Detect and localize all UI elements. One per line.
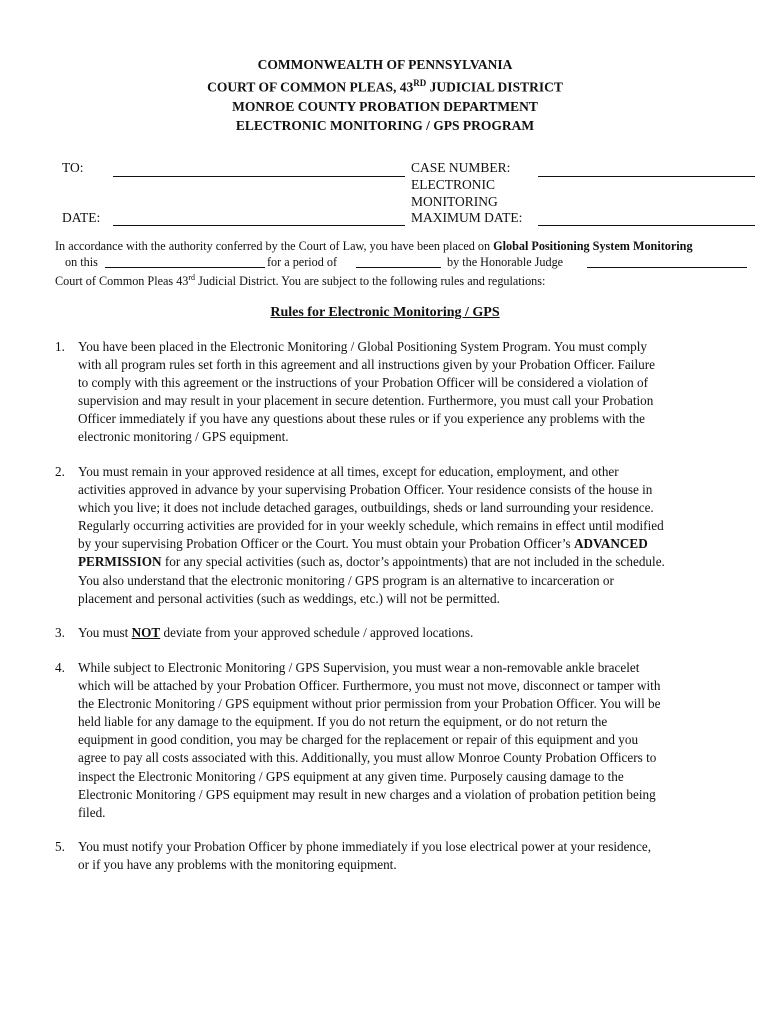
header-line-2-text: COURT OF COMMON PLEAS, 43 xyxy=(207,79,414,95)
rule-line: filed. xyxy=(78,804,106,820)
rule-line: electronic monitoring / GPS equipment. xyxy=(78,429,289,445)
em-label-line-2: MONITORING xyxy=(411,194,498,209)
header-line-3: MONROE COUNTY PROBATION DEPARTMENT xyxy=(232,98,538,114)
intro-on-this-label: on this xyxy=(65,255,98,269)
rule-line-text: deviate from your approved schedule / approved locations. xyxy=(160,625,474,640)
rules-title-text: Rules for Electronic Monitoring / GPS xyxy=(270,305,500,320)
rule-line: equipment in good condition, you may be charged for the replacement or repair of this equipment and you xyxy=(78,732,639,748)
rule-line: You must notify your Probation Officer by phone immediately if you lose electrical power at your residence, xyxy=(78,839,652,854)
rule-line xyxy=(78,624,720,642)
rule-line: activities approved in advance by your supervising Probation Officer. Your residence consists of the house in xyxy=(78,482,653,498)
header-line-2-sup: RD xyxy=(413,78,427,88)
rule-line: held liable for any damage to the equipment. If you do not return the equipment, or do not return the xyxy=(78,714,608,730)
intro-line-3-text: Court of Common Pleas 43 xyxy=(55,274,189,289)
to-field[interactable] xyxy=(113,176,405,177)
rule-line-text: You must xyxy=(78,625,132,640)
rule-text xyxy=(78,624,720,642)
permission-emphasis: PERMISSION xyxy=(78,554,162,570)
rule-number: 1. xyxy=(55,339,65,354)
rule-line: which will be attached by your Probation Officer. Furthermore, you must not move, disconnect or tamper with xyxy=(78,678,661,694)
rule-line xyxy=(78,553,720,571)
em-label-line-1: ELECTRONIC xyxy=(411,177,495,192)
rule-line: to comply with this agreement or the instructions of your Probation Officer will be considered a violation of xyxy=(78,375,648,391)
header-line-2 xyxy=(0,74,770,97)
rules-title xyxy=(0,305,770,321)
rule-line: You must remain in your approved residence at all times, except for education, employment, and other xyxy=(78,464,619,479)
judge-blank[interactable] xyxy=(587,256,747,268)
case-number-label: CASE NUMBER: xyxy=(411,160,511,175)
document-header xyxy=(0,55,770,135)
advanced-emphasis: ADVANCED xyxy=(573,536,648,552)
intro-line-1-bold: Global Positioning System Monitoring xyxy=(493,239,693,253)
rule-line xyxy=(78,535,720,553)
intro-paragraph xyxy=(55,238,755,289)
date-blank[interactable] xyxy=(105,256,265,268)
maximum-date-field[interactable] xyxy=(538,225,755,226)
header-line-4: ELECTRONIC MONITORING / GPS PROGRAM xyxy=(235,117,535,133)
rule-line: Electronic Monitoring / GPS equipment may result in new charges and a violation of probation petition being xyxy=(78,786,656,802)
rule-line: supervision and may result in your placement in secure detention. Furthermore, you must call your Probation xyxy=(78,393,654,409)
to-label: TO: xyxy=(62,160,84,175)
rule-line: Officer immediately if you have any questions about these rules or if you experience any problems with the xyxy=(78,411,646,427)
rule-line: agree to pay all costs associated with this. Additionally, you must allow Monroe County Probation Officers to xyxy=(78,750,657,766)
intro-line-1-text: In accordance with the authority conferred by the Court of Law, you have been placed on xyxy=(55,239,494,253)
rule-line-text: by your supervising Probation Officer or the Court. You must obtain your Probation Officer’s xyxy=(78,536,574,552)
rule-number: 2. xyxy=(55,464,65,479)
date-field[interactable] xyxy=(113,225,405,226)
rule-number: 4. xyxy=(55,660,65,675)
rule-number: 3. xyxy=(55,625,65,640)
intro-line-1 xyxy=(55,238,755,254)
case-number-field[interactable] xyxy=(538,176,755,177)
rule-line: which you live; it does not include detached garages, outbuildings, sheds or land surrounding your residence. xyxy=(78,500,654,516)
header-line-1: COMMONWEALTH OF PENNSYLVANIA xyxy=(257,57,513,72)
rule-line: While subject to Electronic Monitoring / GPS Supervision, you must wear a non-removable ankle bracelet xyxy=(78,660,640,675)
rule-line: You also understand that the electronic monitoring / GPS program is an alternative to incarceration or xyxy=(78,572,614,588)
rule-text xyxy=(78,838,720,874)
intro-line-2 xyxy=(55,254,755,270)
rule-text xyxy=(78,463,720,608)
period-blank[interactable] xyxy=(356,256,441,268)
maximum-date-label: MAXIMUM DATE: xyxy=(411,210,523,225)
header-line-2-text-end: JUDICIAL DISTRICT xyxy=(426,79,563,95)
rule-line: the Electronic Monitoring / GPS equipment without prior permission from your Probation Officer. You will be xyxy=(78,696,661,712)
rule-text xyxy=(78,338,720,447)
intro-judge-label: by the Honorable Judge xyxy=(447,255,564,269)
rule-text xyxy=(78,659,720,822)
intro-line-3 xyxy=(55,270,755,289)
rule-number: 5. xyxy=(55,839,65,854)
intro-period-label: for a period of xyxy=(267,255,338,269)
rule-line: You have been placed in the Electronic Monitoring / Global Positioning System Program. You must comply xyxy=(78,339,647,354)
not-emphasis: NOT xyxy=(131,625,161,640)
rule-line: Regularly occurring activities are provided for in your weekly schedule, which remains in effect until modified xyxy=(78,518,664,534)
intro-line-3-sup: rd xyxy=(188,273,196,282)
rule-line: with all program rules set forth in this agreement and all instructions given by your Probation Officer. Failure xyxy=(78,357,655,373)
intro-line-3-text-end: Judicial District. You are subject to the following rules and regulations: xyxy=(195,274,546,289)
rule-line: inspect the Electronic Monitoring / GPS equipment at any given time. Purposely causing damage to the xyxy=(78,768,624,784)
date-label: DATE: xyxy=(62,210,101,225)
rule-line: placement and personal activities (such as weddings, etc.) will not be permitted. xyxy=(78,590,500,606)
rule-line: or if you have any problems with the monitoring equipment. xyxy=(78,857,397,873)
rule-line-text: for any special activities (such as, doctor’s appointments) that are not included in the schedule. xyxy=(161,554,665,570)
